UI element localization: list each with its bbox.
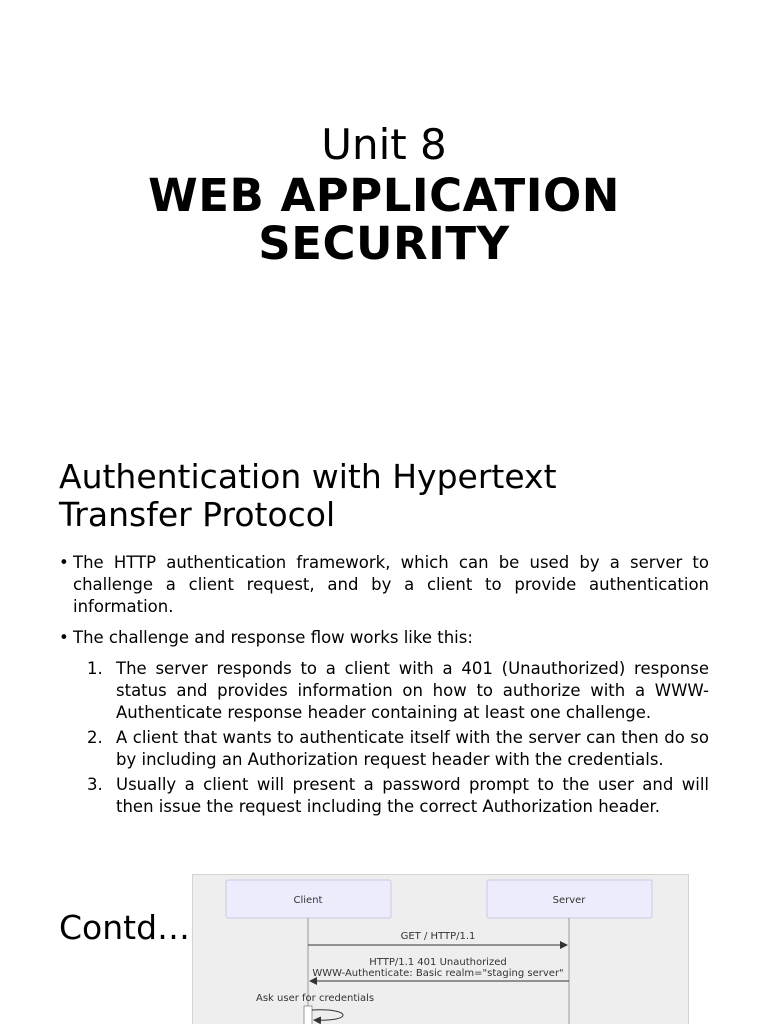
http-auth-slide: [0, 420, 768, 840]
step-item: [73, 774, 709, 818]
bullet-item: [59, 552, 709, 618]
bullet-item: [59, 627, 709, 649]
message-2-label-line-2: WWW-Authenticate: Basic realm="staging server": [312, 968, 564, 979]
section-heading: [59, 458, 719, 534]
bullet-dot-icon: •: [59, 553, 69, 572]
main-title-line-1: WEB APPLICATION: [148, 169, 620, 222]
bullet-text: The challenge and response flow works like this:: [73, 628, 473, 647]
title-slide: [0, 0, 768, 420]
main-title-line-2: SECURITY: [258, 217, 510, 270]
numbered-steps: [73, 658, 709, 818]
step-text: Usually a client will present a password prompt to the user and will then issue the request including the correct Authorization header.: [116, 775, 709, 816]
client-actor-label: Client: [293, 895, 323, 906]
message-1-label: GET / HTTP/1.1: [400, 931, 476, 942]
client-activation-bar: [304, 1006, 312, 1024]
self-call-arrow: [312, 1010, 343, 1020]
section-heading-line-1: Authentication with Hypertext: [59, 457, 557, 496]
step-number: 3.: [87, 775, 103, 794]
server-actor-label: Server: [552, 895, 586, 906]
bullet-dot-icon: •: [59, 628, 69, 647]
self-note-label: Ask user for credentials: [256, 993, 375, 1004]
unit-label: Unit 8: [321, 120, 447, 169]
step-number: 1.: [87, 659, 103, 678]
bullet-list: [59, 552, 709, 821]
message-2-label-line-1: HTTP/1.1 401 Unauthorized: [369, 957, 507, 968]
step-item: [73, 658, 709, 724]
step-item: [73, 727, 709, 771]
step-number: 2.: [87, 728, 103, 747]
main-title: [100, 169, 668, 270]
contd-heading: Contd…: [59, 908, 191, 947]
http-auth-sequence-diagram: [192, 874, 689, 1024]
contd-slide: [0, 840, 768, 1024]
step-text: A client that wants to authenticate itself with the server can then do so by including an Authorization request header with the credentials.: [116, 728, 709, 769]
step-text: The server responds to a client with a 401 (Unauthorized) response status and provides information on how to authorize with a WWW-Authenticate response header containing at least one challenge.: [116, 659, 709, 722]
section-heading-line-2: Transfer Protocol: [59, 495, 336, 534]
sequence-diagram-svg: [193, 875, 688, 1024]
bullet-text: The HTTP authentication framework, which can be used by a server to challenge a client request, and by a client to provide authentication information.: [73, 553, 709, 616]
